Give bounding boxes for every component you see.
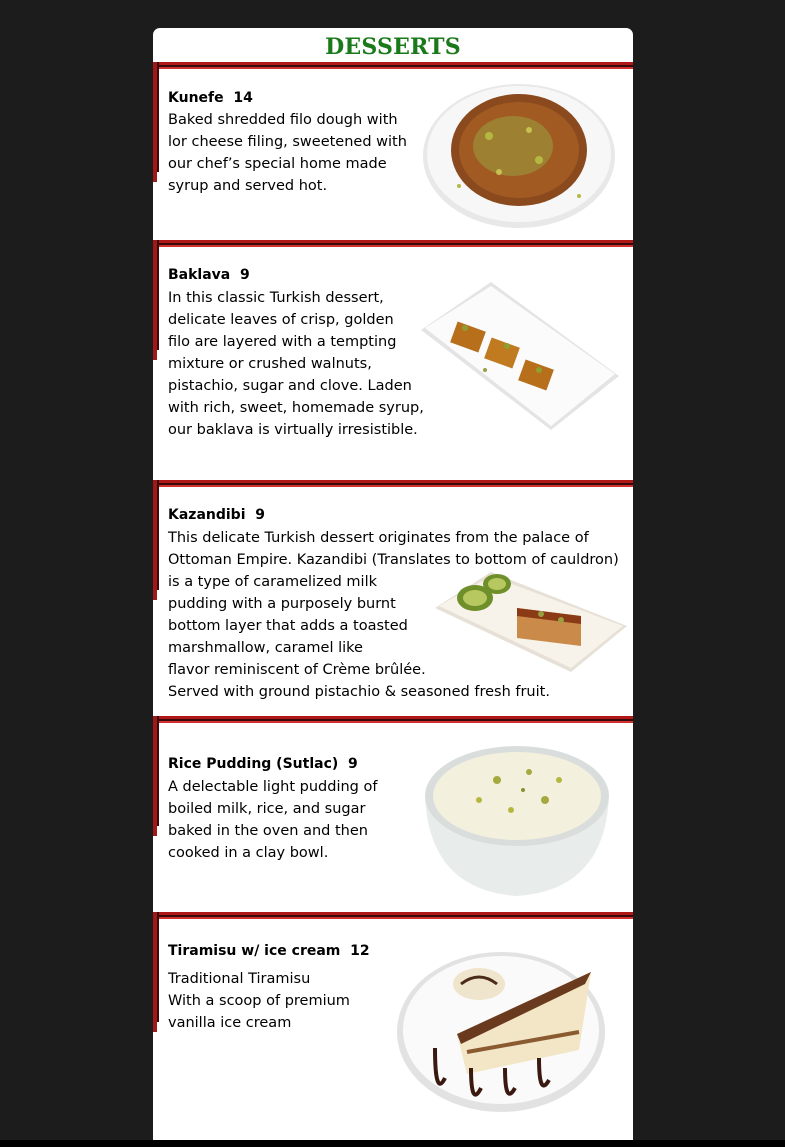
item-description: Traditional Tiramisu With a scoop of premium vanilla ice cream: [168, 971, 350, 1031]
item-description: This delicate Turkish dessert originates from the palace of Ottoman Empire. Kazandibi (Translates to bottom of cauldron) is a type of caramelized milk pudding with a purposely burnt bottom layer that adds a toasted marshmallow, caramel like flavor reminiscent of Crème brûlée. Served with ground pistachio & seasoned fresh fruit.: [168, 530, 619, 700]
menu-item-kunefe: [153, 62, 633, 242]
section-divider: [153, 480, 633, 488]
section-divider: [153, 240, 633, 248]
section-accent: [153, 480, 161, 600]
menu-item-baklava: [153, 240, 633, 480]
section-accent: [153, 240, 161, 360]
item-name: Kazandibi 9: [168, 507, 265, 523]
baklava-plate-image: [415, 280, 625, 450]
menu-item-kazandibi: [153, 480, 633, 718]
tiramisu-plate-image: [395, 948, 607, 1114]
menu-title: DESSERTS: [325, 34, 461, 60]
section-divider: [153, 716, 633, 724]
item-name: Rice Pudding (Sutlac) 9: [168, 756, 358, 772]
rice-pudding-bowl-image: [419, 730, 615, 900]
menu-item-tiramisu: [153, 912, 633, 1140]
item-name: Kunefe 14: [168, 90, 253, 106]
section-divider: [153, 62, 633, 70]
item-description: A delectable light pudding of boiled milk, rice, and sugar baked in the oven and then cooked in a clay bowl.: [168, 779, 378, 861]
item-name: Tiramisu w/ ice cream 12: [168, 943, 370, 959]
section-divider: [153, 912, 633, 920]
item-description: Baked shredded filo dough with lor cheese filing, sweetened with our chef’s special home made syrup and served hot.: [168, 112, 407, 194]
section-accent: [153, 62, 161, 182]
item-description: In this classic Turkish dessert, delicate leaves of crisp, golden filo are layered with a tempting mixture or crushed walnuts, pistachio, sugar and clove. Laden with rich, sweet, homemade syrup, our baklava is virtually irresistible.: [168, 290, 424, 438]
kunefe-plate-image: [419, 76, 619, 236]
menu-item-rice-pudding: [153, 716, 633, 916]
bottom-bar: [0, 1140, 785, 1147]
item-name: Baklava 9: [168, 267, 250, 283]
menu-card: [153, 28, 633, 1140]
section-accent: [153, 716, 161, 836]
section-accent: [153, 912, 161, 1032]
